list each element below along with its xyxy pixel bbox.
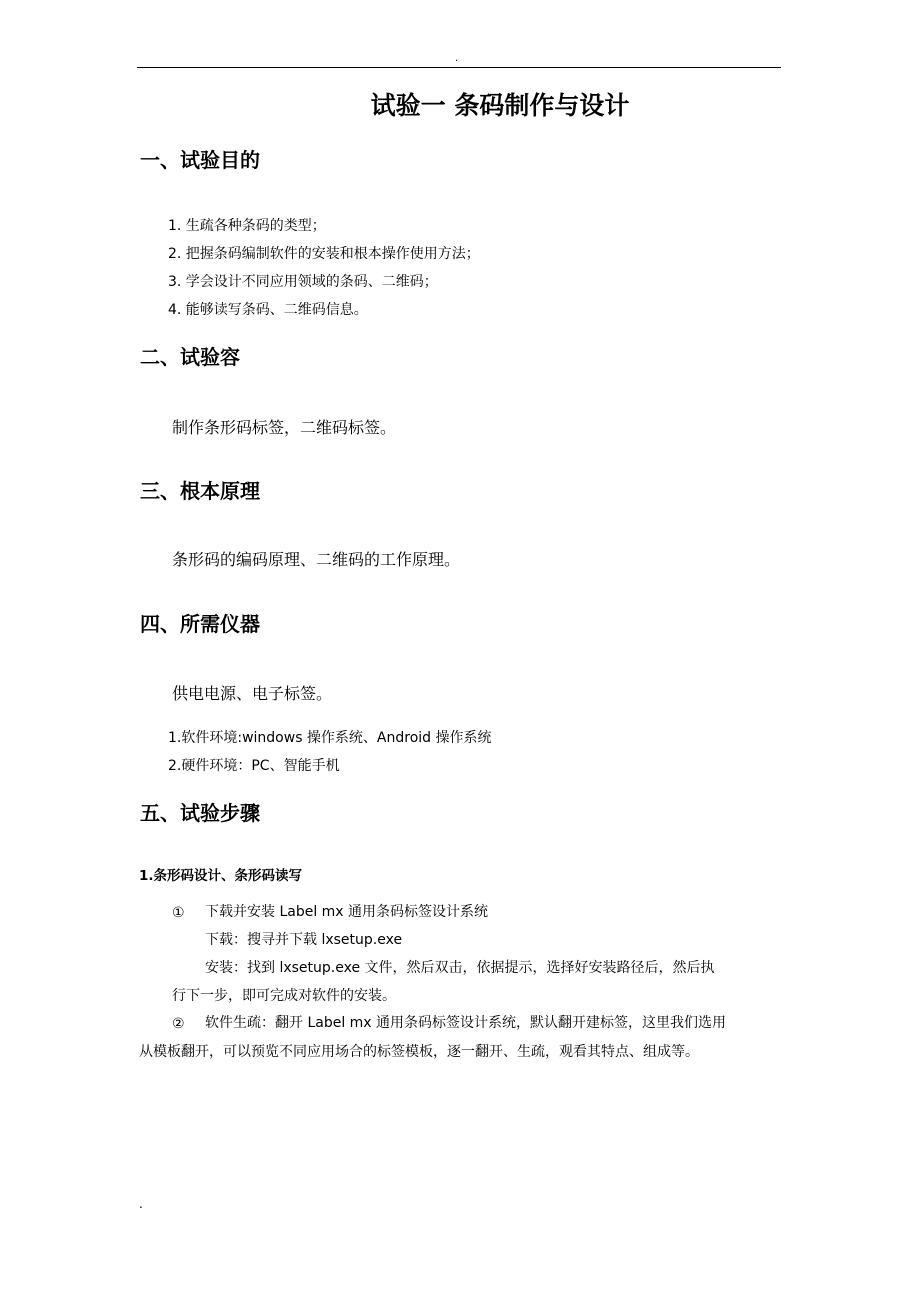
step-1-download: 下载：搜寻并下载 lxsetup.exe: [205, 932, 403, 948]
purpose-item-3: 3. 学会设计不同应用领域的条码、二维码；: [168, 274, 438, 290]
step-2-text-line-2: 从模板翻开，可以预览不同应用场合的标签模板，逐一翻开、生疏，观看其特点、组成等。: [139, 1044, 699, 1060]
step-1-install-line-2: 行下一步，即可完成对软件的安装。: [172, 988, 396, 1004]
document-title: 试验一 条码制作与设计: [370, 91, 630, 120]
header-dot: .: [455, 53, 459, 64]
footer-dot: .: [139, 1197, 143, 1211]
section-heading-steps: 五、试验步骤: [140, 801, 260, 825]
purpose-item-2: 2. 把握条码编制软件的安装和根本操作使用方法；: [168, 246, 480, 262]
equipment-item-1: 1.软件环境:windows 操作系统、Android 操作系统: [168, 730, 492, 746]
section-heading-content: 二、试验容: [140, 345, 240, 369]
section-heading-purpose: 一、试验目的: [140, 148, 260, 172]
step-1-install-line-1: 安装：找到 lxsetup.exe 文件，然后双击，依据提示，选择好安装路径后，然后执: [205, 960, 715, 976]
purpose-item-4: 4. 能够读写条码、二维码信息。: [168, 302, 368, 318]
principle-text: 条形码的编码原理、二维码的工作原理。: [172, 550, 461, 569]
step-1-text: 下载并安装 Label mx 通用条码标签设计系统: [205, 904, 489, 920]
section-heading-equipment: 四、所需仪器: [140, 612, 260, 636]
equipment-item-2: 2.硬件环境：PC、智能手机: [168, 758, 340, 774]
step-2-text-line-1: 软件生疏：翻开 Label mx 通用条码标签设计系统，默认翻开建标签，这里我们选用: [205, 1015, 727, 1031]
steps-subheading: 1.条形码设计、条形码读写: [139, 868, 303, 884]
header-rule: [137, 67, 781, 68]
equipment-text: 供电电源、电子标签。: [172, 684, 333, 703]
section-heading-principle: 三、根本原理: [140, 479, 260, 503]
content-text: 制作条形码标签，二维码标签。: [172, 418, 397, 437]
purpose-item-1: 1. 生疏各种条码的类型；: [168, 218, 326, 234]
step-1-marker: ①: [172, 905, 185, 921]
step-2-marker: ②: [172, 1016, 185, 1032]
